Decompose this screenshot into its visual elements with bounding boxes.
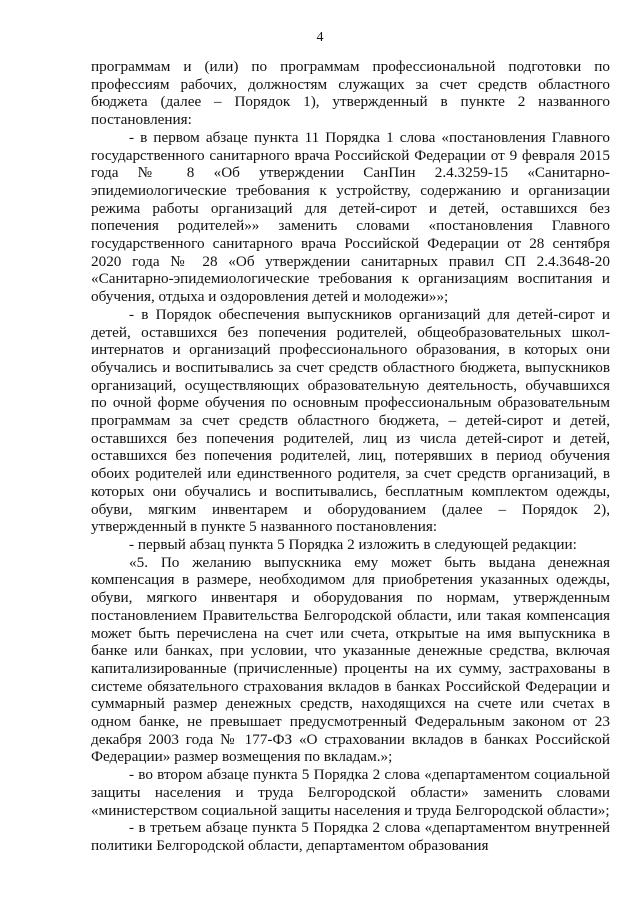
paragraph-amendment-order-1: - в первом абзаце пункта 11 Порядка 1 слова «постановления Главного государственного санитарного врача Российской Федерации от 9 февраля 2015 года № 8 «Об утверждении СанПин 2.4.3259-15 «Санитарно-эпидемиологические требования к устройству, содержанию и организации режима работы организаций для детей-сирот и детей, оставшихся без попечения родителей»» заменить словами «постановления Главного государственного санитарного врача Российской Федерации от 28 сентября 2020 года № 28 «Об утверждении санитарных правил СП 2.4.3648-20 «Санитарно-эпидемиологические требования к организациям воспитания и обучения, отдыха и оздоровления детей и молодежи»»; <box>91 128 610 306</box>
paragraph-first-abzac: - первый абзац пункта 5 Порядка 2 изложить в следующей редакции: <box>129 535 577 553</box>
paragraph-continuation: программам и (или) по программам профессиональной подготовки по профессиям рабочих, должностям служащих за счет средств областного бюджета (далее – Порядок 1), утвержденный в пункте 2 названного постановления: <box>91 58 610 129</box>
paragraph-order-2-title: - в Порядок обеспечения выпускников организаций для детей-сирот и детей, оставшихся без попечения родителей, общеобразовательных школ-интернатов и организаций профессионального образования, в которых они обучались и воспитывались за счет средств областного бюджета, выпускников организаций, осуществляющих образовательную деятельность, обучавшихся по очной форме обучения по основным профессиональным образовательным программам за счет средств областного бюджета, – детей-сирот и детей, оставшихся без попечения родителей, лиц из числа детей-сирот и детей, оставшихся без попечения родителей, лиц, потерявших в период обучения обоих родителей или единственного родителя, за счет средств организаций, в которых они обучались и воспитывались, бесплатным комплектом одежды, обуви, мягким инвентарем и оборудованием (далее – Порядок 2), утвержденный в пункте 5 названного постановления: <box>91 305 610 536</box>
document-body <box>91 58 610 855</box>
paragraph-second-abzac: - во втором абзаце пункта 5 Порядка 2 слова «департаментом социальной защиты населения и труда Белгородской области» заменить словами «министерством социальной защиты населения и труда Белгородской области»; <box>91 766 610 819</box>
page-number: 4 <box>316 30 324 45</box>
paragraph-third-abzac: - в третьем абзаце пункта 5 Порядка 2 слова «департаментом внутренней политики Белгородской области, департаментом образования <box>91 819 610 854</box>
paragraph-new-wording: «5. По желанию выпускника ему может быть выдана денежная компенсация в размере, необходимом для приобретения указанных одежды, обуви, мягкого инвентаря и оборудования по нормам, утвержденным постановлением Правительства Белгородской области, или такая компенсация может быть перечислена на счет или счета, открытые на имя выпускника в банке или банках, при условии, что указанные денежные средства, включая капитализированные (причисленные) проценты на их сумму, застрахованы в системе обязательного страхования вкладов в банках Российской Федерации и суммарный размер денежных средств, находящихся на счете или счетах в одном банке, не превышает предусмотренный Федеральным законом от 23 декабря 2003 года № 177-ФЗ «О страховании вкладов в банках Российской Федерации» размер возмещения по вкладам.»; <box>91 553 610 766</box>
